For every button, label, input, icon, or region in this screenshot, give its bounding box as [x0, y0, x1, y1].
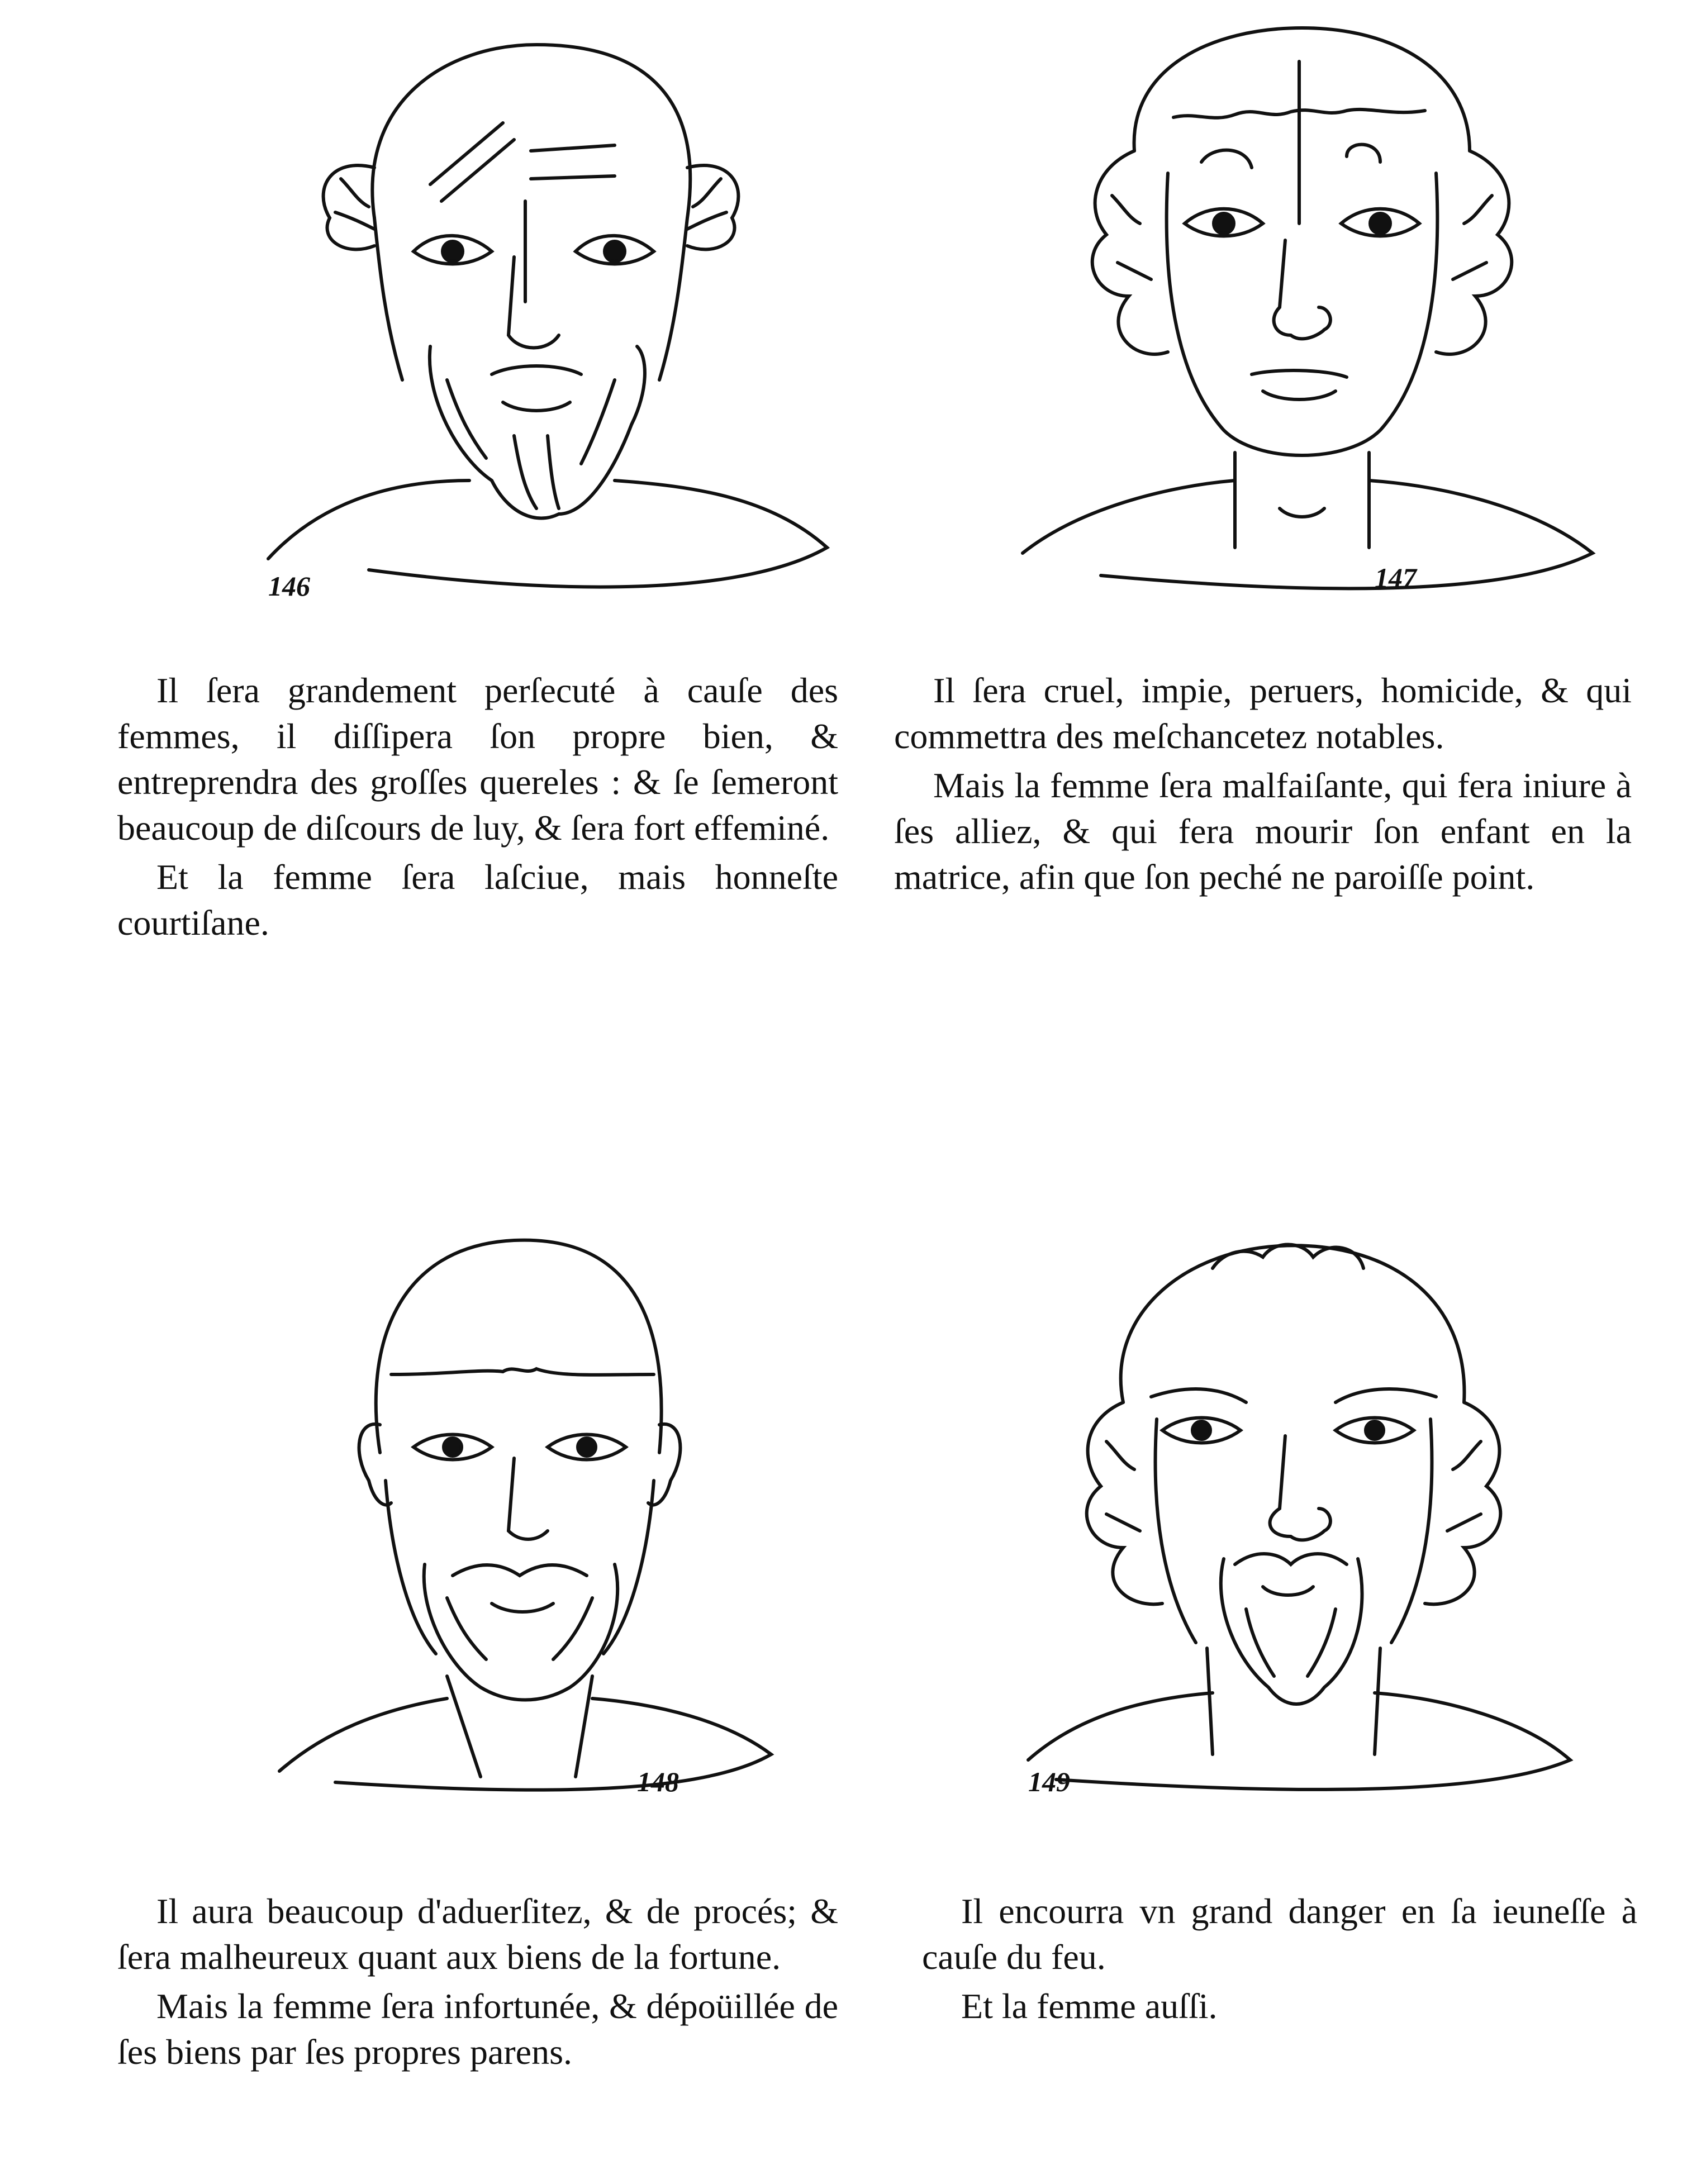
- figure-146: [246, 34, 883, 603]
- caption-paragraph: Il encourra vn grand danger en ſa ieuneſſe à cauſe du feu.: [922, 1891, 1637, 1977]
- caption-paragraph: Mais la femme ſera infortunée, & dépoüillée de ſes biens par ſes propres parens.: [117, 1986, 838, 2072]
- young-man-illustration: [1011, 17, 1648, 603]
- caption-146: [117, 668, 838, 949]
- caption-148: [117, 1888, 838, 2078]
- caption-paragraph: Mais la femme ſera malfaiſante, qui fera iniure à ſes alliez, & qui fera mourir ſon enfant en la matrice, afin que ſon peché ne paroiſſe point.: [894, 765, 1632, 897]
- caption-paragraph: Il aura beaucoup d'aduerſitez, & de procés; & ſera malheureux quant aux biens de la fortune.: [117, 1891, 838, 1977]
- caption-149: [922, 1888, 1637, 2033]
- curly-haired-man-illustration: [1023, 1218, 1632, 1799]
- bald-man-illustration: [268, 1218, 877, 1799]
- figure-148: [268, 1218, 877, 1799]
- figure-number: 149: [1028, 1766, 1070, 1797]
- figure-147: [1011, 17, 1648, 603]
- figure-149: [1023, 1218, 1632, 1799]
- figure-number: 146: [268, 570, 310, 602]
- caption-paragraph: Il ſera cruel, impie, peruers, homicide, & qui commettra des meſchancetez notables.: [894, 670, 1632, 756]
- bearded-bald-man-illustration: [246, 34, 883, 603]
- caption-147: [894, 668, 1632, 903]
- figure-number: 148: [637, 1766, 679, 1797]
- caption-paragraph: Il ſera grandement perſecuté à cauſe des femmes, il diſſipera ſon propre bien, & entreprendra des groſſes quereles : & ſe ſemeront beaucoup de diſcours de luy, & ſera fort effeminé.: [117, 670, 838, 848]
- caption-paragraph: Et la femme ſera laſciue, mais honneſte courtiſane.: [117, 857, 838, 943]
- caption-paragraph: Et la femme auſſi.: [961, 1986, 1218, 2026]
- figure-number: 147: [1375, 562, 1417, 593]
